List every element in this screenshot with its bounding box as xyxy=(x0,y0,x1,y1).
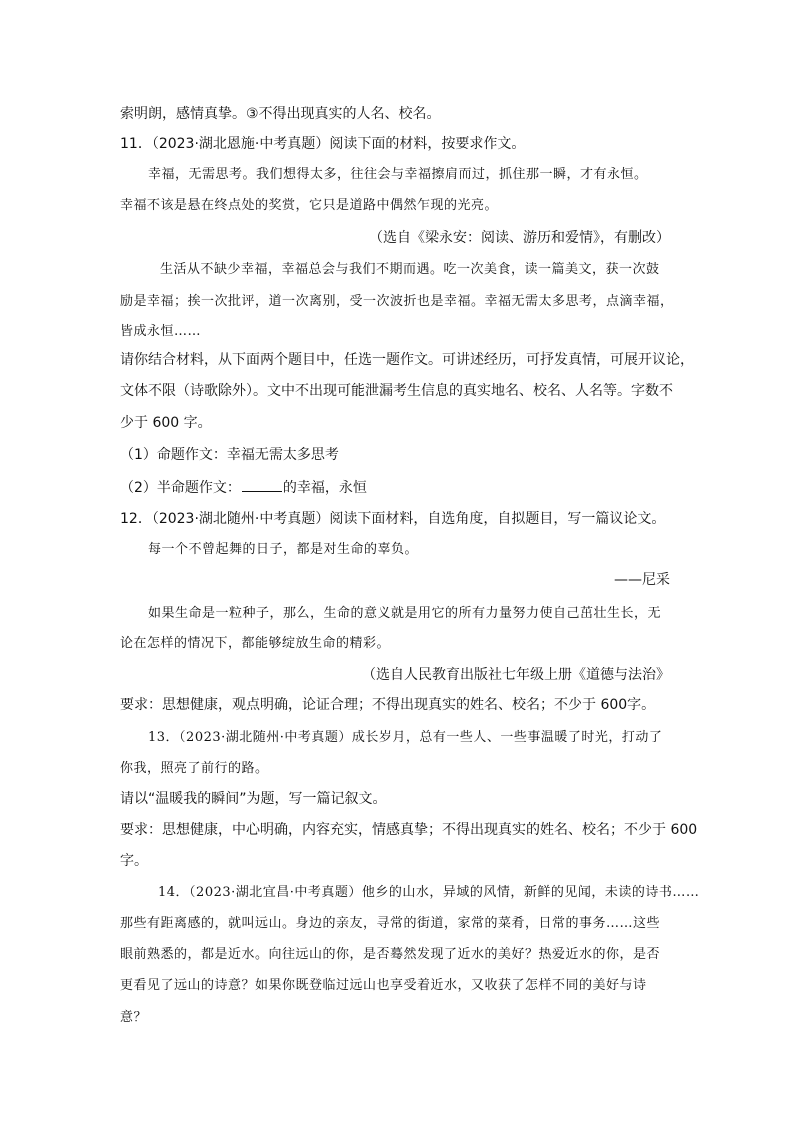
q12-material-line-1: 如果生命是一粒种子，那么，生命的意义就是用它的所有力量努力使自己茁壮生长，无 xyxy=(148,606,662,621)
question-12-heading: 12．（2023·湖北随州·中考真题）阅读下面材料，自选角度，自拟题目，写一篇议论文。 xyxy=(120,511,666,527)
question-11-heading: 11．（2023·湖北恩施·中考真题）阅读下面的材料，按要求作文。 xyxy=(120,136,526,152)
q13-instruction: 请以“温暖我的瞬间”为题，写一篇记叙文。 xyxy=(120,791,387,807)
q11-option-2-suffix: 的幸福，永恒 xyxy=(282,480,367,496)
fill-blank xyxy=(242,477,282,492)
q11-source: （选自《梁永安：阅读、游历和爱情》，有删改） xyxy=(369,230,670,246)
q12-quote-author: ——尼采 xyxy=(614,572,670,588)
q11-option-1: （1）命题作文：幸福无需太多思考 xyxy=(120,447,339,463)
q11-material-line-5: 皆成永恒…… xyxy=(120,324,202,339)
q14-material-line-3: 更看见了远山的诗意？如果你既登临过远山也享受着近水，又收获了怎样不同的美好与诗 xyxy=(120,978,647,993)
q12-source: （选自人民教育出版社七年级上册《道德与法治》 xyxy=(362,667,670,683)
q11-instruction-2: 文体不限（诗歌除外）。文中不出现可能泄漏考生信息的真实地名、校名、人名等。字数不 xyxy=(120,383,673,399)
q13-material-line: 你我，照亮了前行的路。 xyxy=(120,761,269,776)
q14-material-line-4: 意？ xyxy=(120,1010,148,1025)
q11-material-line-1: 幸福，无需思考。我们想得太多，往往会与幸福擦肩而过，抓住那一瞬，才有永恒。 xyxy=(148,167,648,182)
q12-quote: 每一个不曾起舞的日子，都是对生命的辜负。 xyxy=(148,542,419,557)
line-01: 索明朗，感情真挚。③不得出现真实的人名、校名。 xyxy=(120,106,441,122)
q11-option-2-prefix: （2）半命题作文： xyxy=(120,480,241,496)
q11-material-line-2: 幸福不该是悬在终点处的奖赏，它只是道路中偶然乍现的光亮。 xyxy=(120,198,499,213)
q11-material-line-4: 励是幸福；挨一次批评，道一次离别，受一次波折也是幸福。幸福无需太多思考，点滴幸福， xyxy=(120,294,674,309)
q11-instruction-1: 请你结合材料，从下面两个题目中，任选一题作文。可讲述经历，可抒发真情，可展开议论， xyxy=(120,352,694,368)
q11-instruction-3: 少于 600 字。 xyxy=(120,415,212,431)
question-13-heading: 13．（2023·湖北随州·中考真题）成长岁月，总有一些人、一些事温暖了时光，打动了 xyxy=(148,730,663,745)
q13-requirement-2: 字。 xyxy=(120,853,148,869)
q13-requirement-1: 要求：思想健康，中心明确，内容充实，情感真挚；不得出现真实的姓名、校名；不少于 600 xyxy=(120,822,698,838)
q11-option-2 xyxy=(120,477,367,498)
question-14-heading: 14．（2023·湖北宜昌·中考真题）他乡的山水，异域的风情，新鲜的见闻，未读的诗书…… xyxy=(158,885,700,900)
q14-material-line-2: 眼前熟悉的，都是近水。向往远山的你，是否蓦然发现了近水的美好？热爱近水的你，是否 xyxy=(120,947,661,962)
q11-material-line-3: 生活从不缺少幸福，幸福总会与我们不期而遇。吃一次美食，读一篇美文，获一次鼓 xyxy=(160,262,660,277)
q12-material-line-2: 论在怎样的情况下，都能够绽放生命的精彩。 xyxy=(120,636,391,651)
q12-requirement: 要求：思想健康，观点明确，论证合理；不得出现真实的姓名、校名；不少于 600字。 xyxy=(120,697,656,713)
q14-material-line-1: 那些有距离感的，就叫远山。身边的亲友，寻常的街道，家常的菜肴，日常的事务……这些 xyxy=(120,916,661,931)
